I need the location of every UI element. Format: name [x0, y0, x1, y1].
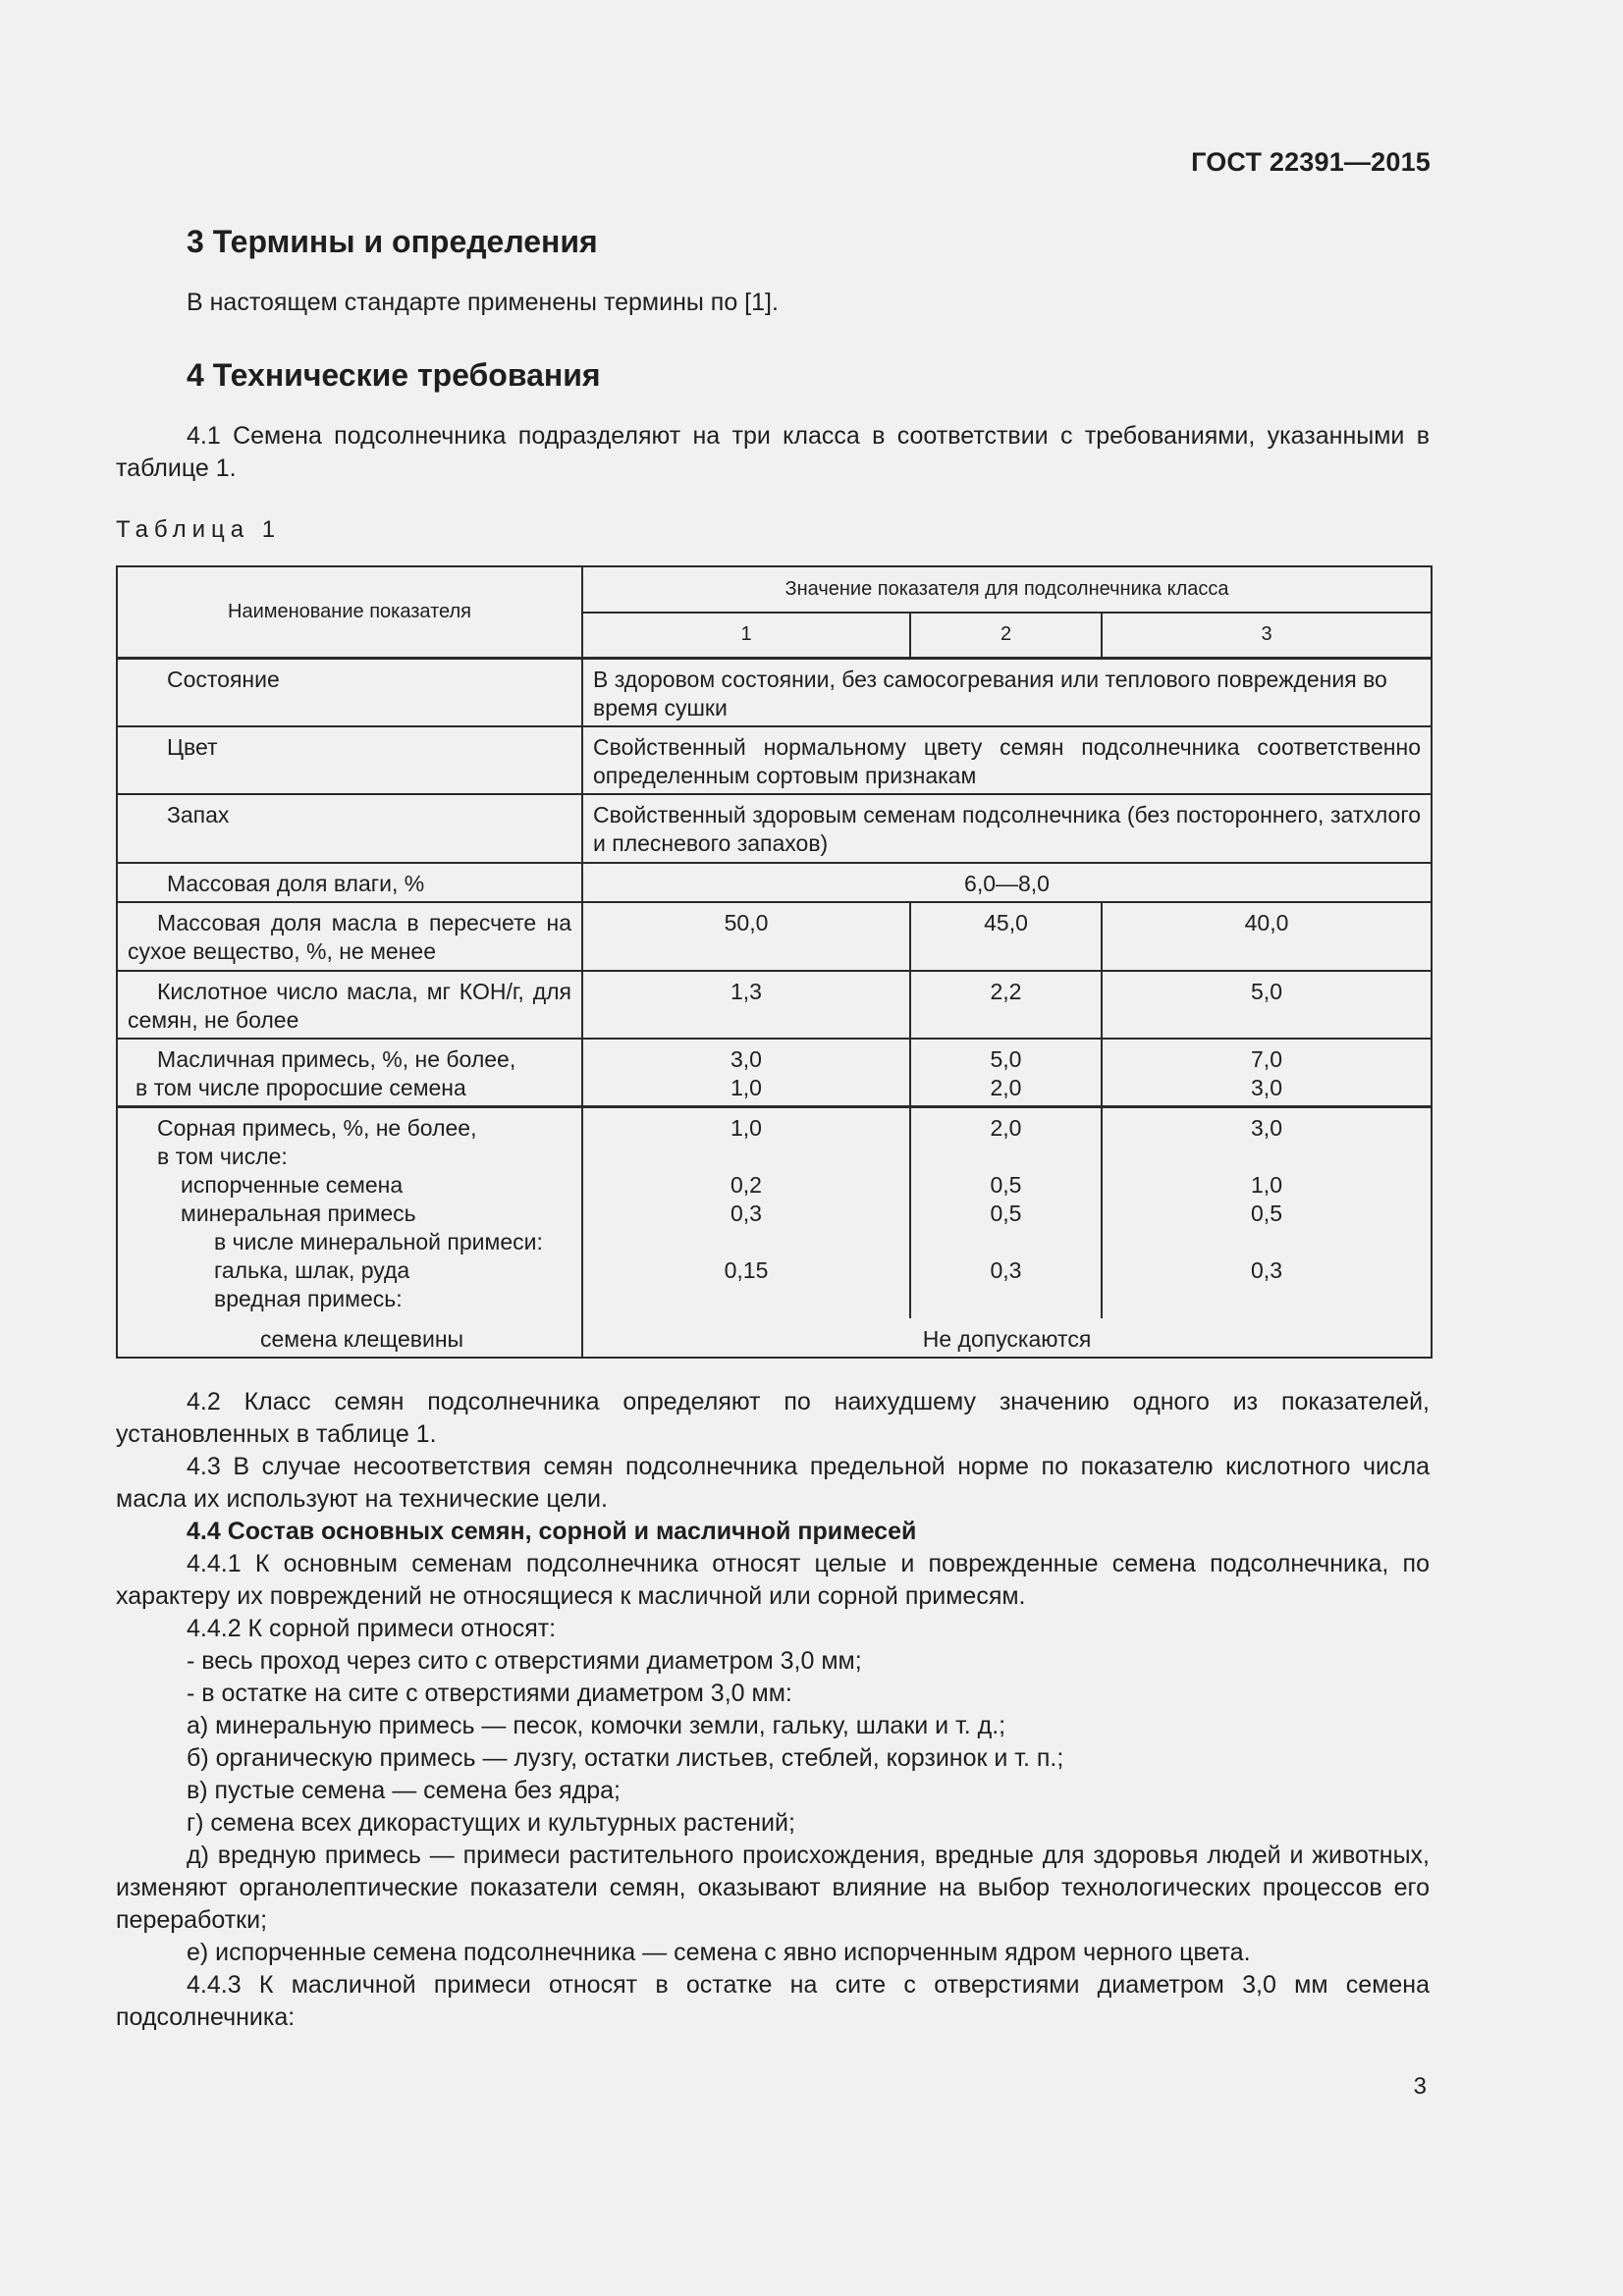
row-value-oily-3: 7,0 — [1251, 1046, 1282, 1073]
row-name-mineral-incl: в числе минеральной примеси: — [214, 1229, 543, 1255]
table-row — [117, 794, 1432, 863]
list-item-b: б) органическую примесь — лузгу, остатки листьев, стеблей, корзинок и т. п.; — [187, 1744, 1064, 1772]
row-name-state: Состояние — [167, 666, 280, 692]
paragraph-4-4-3: 4.4.3 К масличной примеси относят в остатке на сите с отверстиями диаметром 3,0 мм семена подсолнечника: — [116, 1971, 1430, 2031]
row-name-oily: Масличная примесь, %, не более, — [157, 1046, 516, 1073]
section-4-heading: 4 Технические требования — [187, 357, 601, 393]
row-value-oily-sub-2: 2,0 — [990, 1075, 1022, 1101]
row-name-harmful: вредная примесь: — [214, 1286, 403, 1312]
paragraph-4-3: 4.3 В случае несоответствия семян подсолнечника предельной норме по показателю кислотного числа масла их используют на технические цели. — [116, 1453, 1430, 1513]
header-class-3: 3 — [1102, 613, 1432, 658]
row-value-weed-1: 1,0 — [730, 1115, 762, 1142]
row-value-smell: Свойственный здоровым семенам подсолнечника (без постороннего, затхлого и плесневого запахов) — [582, 794, 1432, 863]
row-name-color: Цвет — [167, 733, 218, 760]
paragraph-4-4-2: 4.4.2 К сорной примеси относят: — [187, 1615, 557, 1642]
page-number: 3 — [1413, 2073, 1427, 2100]
table-row — [117, 726, 1432, 795]
row-value-color: Свойственный нормальному цвету семян подсолнечника соответственно определенным сортовым признакам — [582, 726, 1432, 795]
section-3-heading: 3 Термины и определения — [187, 224, 598, 259]
row-value-moisture: 6,0—8,0 — [582, 863, 1432, 902]
table-row — [117, 1318, 1432, 1358]
paragraph-4-2: 4.2 Класс семян подсолнечника определяют по наихудшему значению одного из показателей, установленных в таблице 1. — [116, 1388, 1430, 1448]
document-code: ГОСТ 22391—2015 — [1191, 147, 1431, 177]
row-value-oily-2: 5,0 — [990, 1046, 1022, 1073]
row-value-state: В здоровом состоянии, без самосогревания или теплового повреждения во время сушки — [582, 658, 1432, 726]
table-row — [117, 1039, 1432, 1107]
table-row — [117, 1107, 1432, 1318]
row-name-mineral: минеральная примесь — [181, 1201, 416, 1227]
row-value-spoiled-1: 0,2 — [730, 1172, 762, 1199]
table-row — [117, 863, 1432, 902]
row-value-spoiled-2: 0,5 — [990, 1172, 1022, 1199]
table-row — [117, 902, 1432, 971]
row-value-pebbles-3: 0,3 — [1251, 1257, 1282, 1284]
row-value-mineral-2: 0,5 — [990, 1201, 1022, 1227]
row-value-mineral-1: 0,3 — [730, 1201, 762, 1227]
row-value-acid-3: 5,0 — [1102, 971, 1432, 1040]
row-value-oil-1: 50,0 — [582, 902, 910, 971]
list-dash-2: - в остатке на сите с отверстиями диаметром 3,0 мм: — [187, 1680, 792, 1707]
requirements-table — [116, 565, 1433, 1359]
list-item-e: е) испорченные семена подсолнечника — семена с явно испорченным ядром черного цвета. — [187, 1939, 1251, 1966]
row-value-mite: Не допускаются — [582, 1318, 1432, 1358]
paragraph-4-4-heading: 4.4 Состав основных семян, сорной и масличной примесей — [187, 1518, 917, 1545]
list-item-v: в) пустые семена — семена без ядра; — [187, 1777, 622, 1804]
header-class-value: Значение показателя для подсолнечника класса — [582, 566, 1432, 613]
table-row — [117, 658, 1432, 726]
row-value-oily-sub-1: 1,0 — [730, 1075, 762, 1101]
row-value-oil-2: 45,0 — [910, 902, 1102, 971]
row-name-mite: семена клещевины — [117, 1318, 582, 1358]
row-value-weed-2: 2,0 — [990, 1115, 1022, 1142]
row-name-moisture: Массовая доля влаги, % — [167, 870, 425, 896]
row-value-oil-3: 40,0 — [1102, 902, 1432, 971]
row-name-oil: Массовая доля масла в пересчете на сухое вещество, %, не менее — [128, 910, 571, 965]
row-name-acid: Кислотное число масла, мг КОН/г, для семян, не более — [128, 978, 571, 1033]
row-value-pebbles-1: 0,15 — [724, 1257, 769, 1284]
row-name-pebbles: галька, шлак, руда — [214, 1257, 410, 1284]
list-dash-1: - весь проход через сито с отверстиями диаметром 3,0 мм; — [187, 1647, 862, 1675]
row-value-pebbles-2: 0,3 — [990, 1257, 1022, 1284]
row-value-spoiled-3: 1,0 — [1251, 1172, 1282, 1199]
list-item-g: г) семена всех дикорастущих и культурных растений; — [187, 1809, 795, 1837]
header-indicator-name: Наименование показателя — [117, 566, 582, 658]
table-row — [117, 971, 1432, 1040]
paragraph-4-1: 4.1 Семена подсолнечника подразделяют на три класса в соответствии с требованиями, указанными в таблице 1. — [116, 422, 1430, 482]
section-3-text: В настоящем стандарте применены термины по [1]. — [187, 289, 779, 316]
row-name-oily-sub: в том числе проросшие семена — [135, 1075, 466, 1101]
row-name-smell: Запах — [167, 802, 230, 828]
header-class-1: 1 — [582, 613, 910, 658]
row-name-weed-incl: в том числе: — [157, 1144, 288, 1170]
list-item-d: д) вредную примесь — примеси растительного происхождения, вредные для здоровья людей и животных, изменяют органолептические показатели семян, оказывают влияние на выбор технологических процессов его переработки; — [116, 1842, 1430, 1934]
row-value-mineral-3: 0,5 — [1251, 1201, 1282, 1227]
row-value-weed-3: 3,0 — [1251, 1115, 1282, 1142]
row-value-oily-sub-3: 3,0 — [1251, 1075, 1282, 1101]
paragraph-4-4-1: 4.4.1 К основным семенам подсолнечника относят целые и поврежденные семена подсолнечника, по характеру их повреждений не относящиеся к масличной или сорной примесям. — [116, 1550, 1430, 1610]
table-caption: Таблица 1 — [116, 516, 282, 543]
list-item-a: а) минеральную примесь — песок, комочки земли, гальку, шлаки и т. д.; — [187, 1712, 1006, 1739]
row-value-acid-2: 2,2 — [910, 971, 1102, 1040]
header-class-2: 2 — [910, 613, 1102, 658]
row-value-oily-1: 3,0 — [730, 1046, 762, 1073]
row-value-acid-1: 1,3 — [582, 971, 910, 1040]
row-name-weed: Сорная примесь, %, не более, — [157, 1115, 477, 1142]
row-name-spoiled: испорченные семена — [181, 1172, 404, 1199]
